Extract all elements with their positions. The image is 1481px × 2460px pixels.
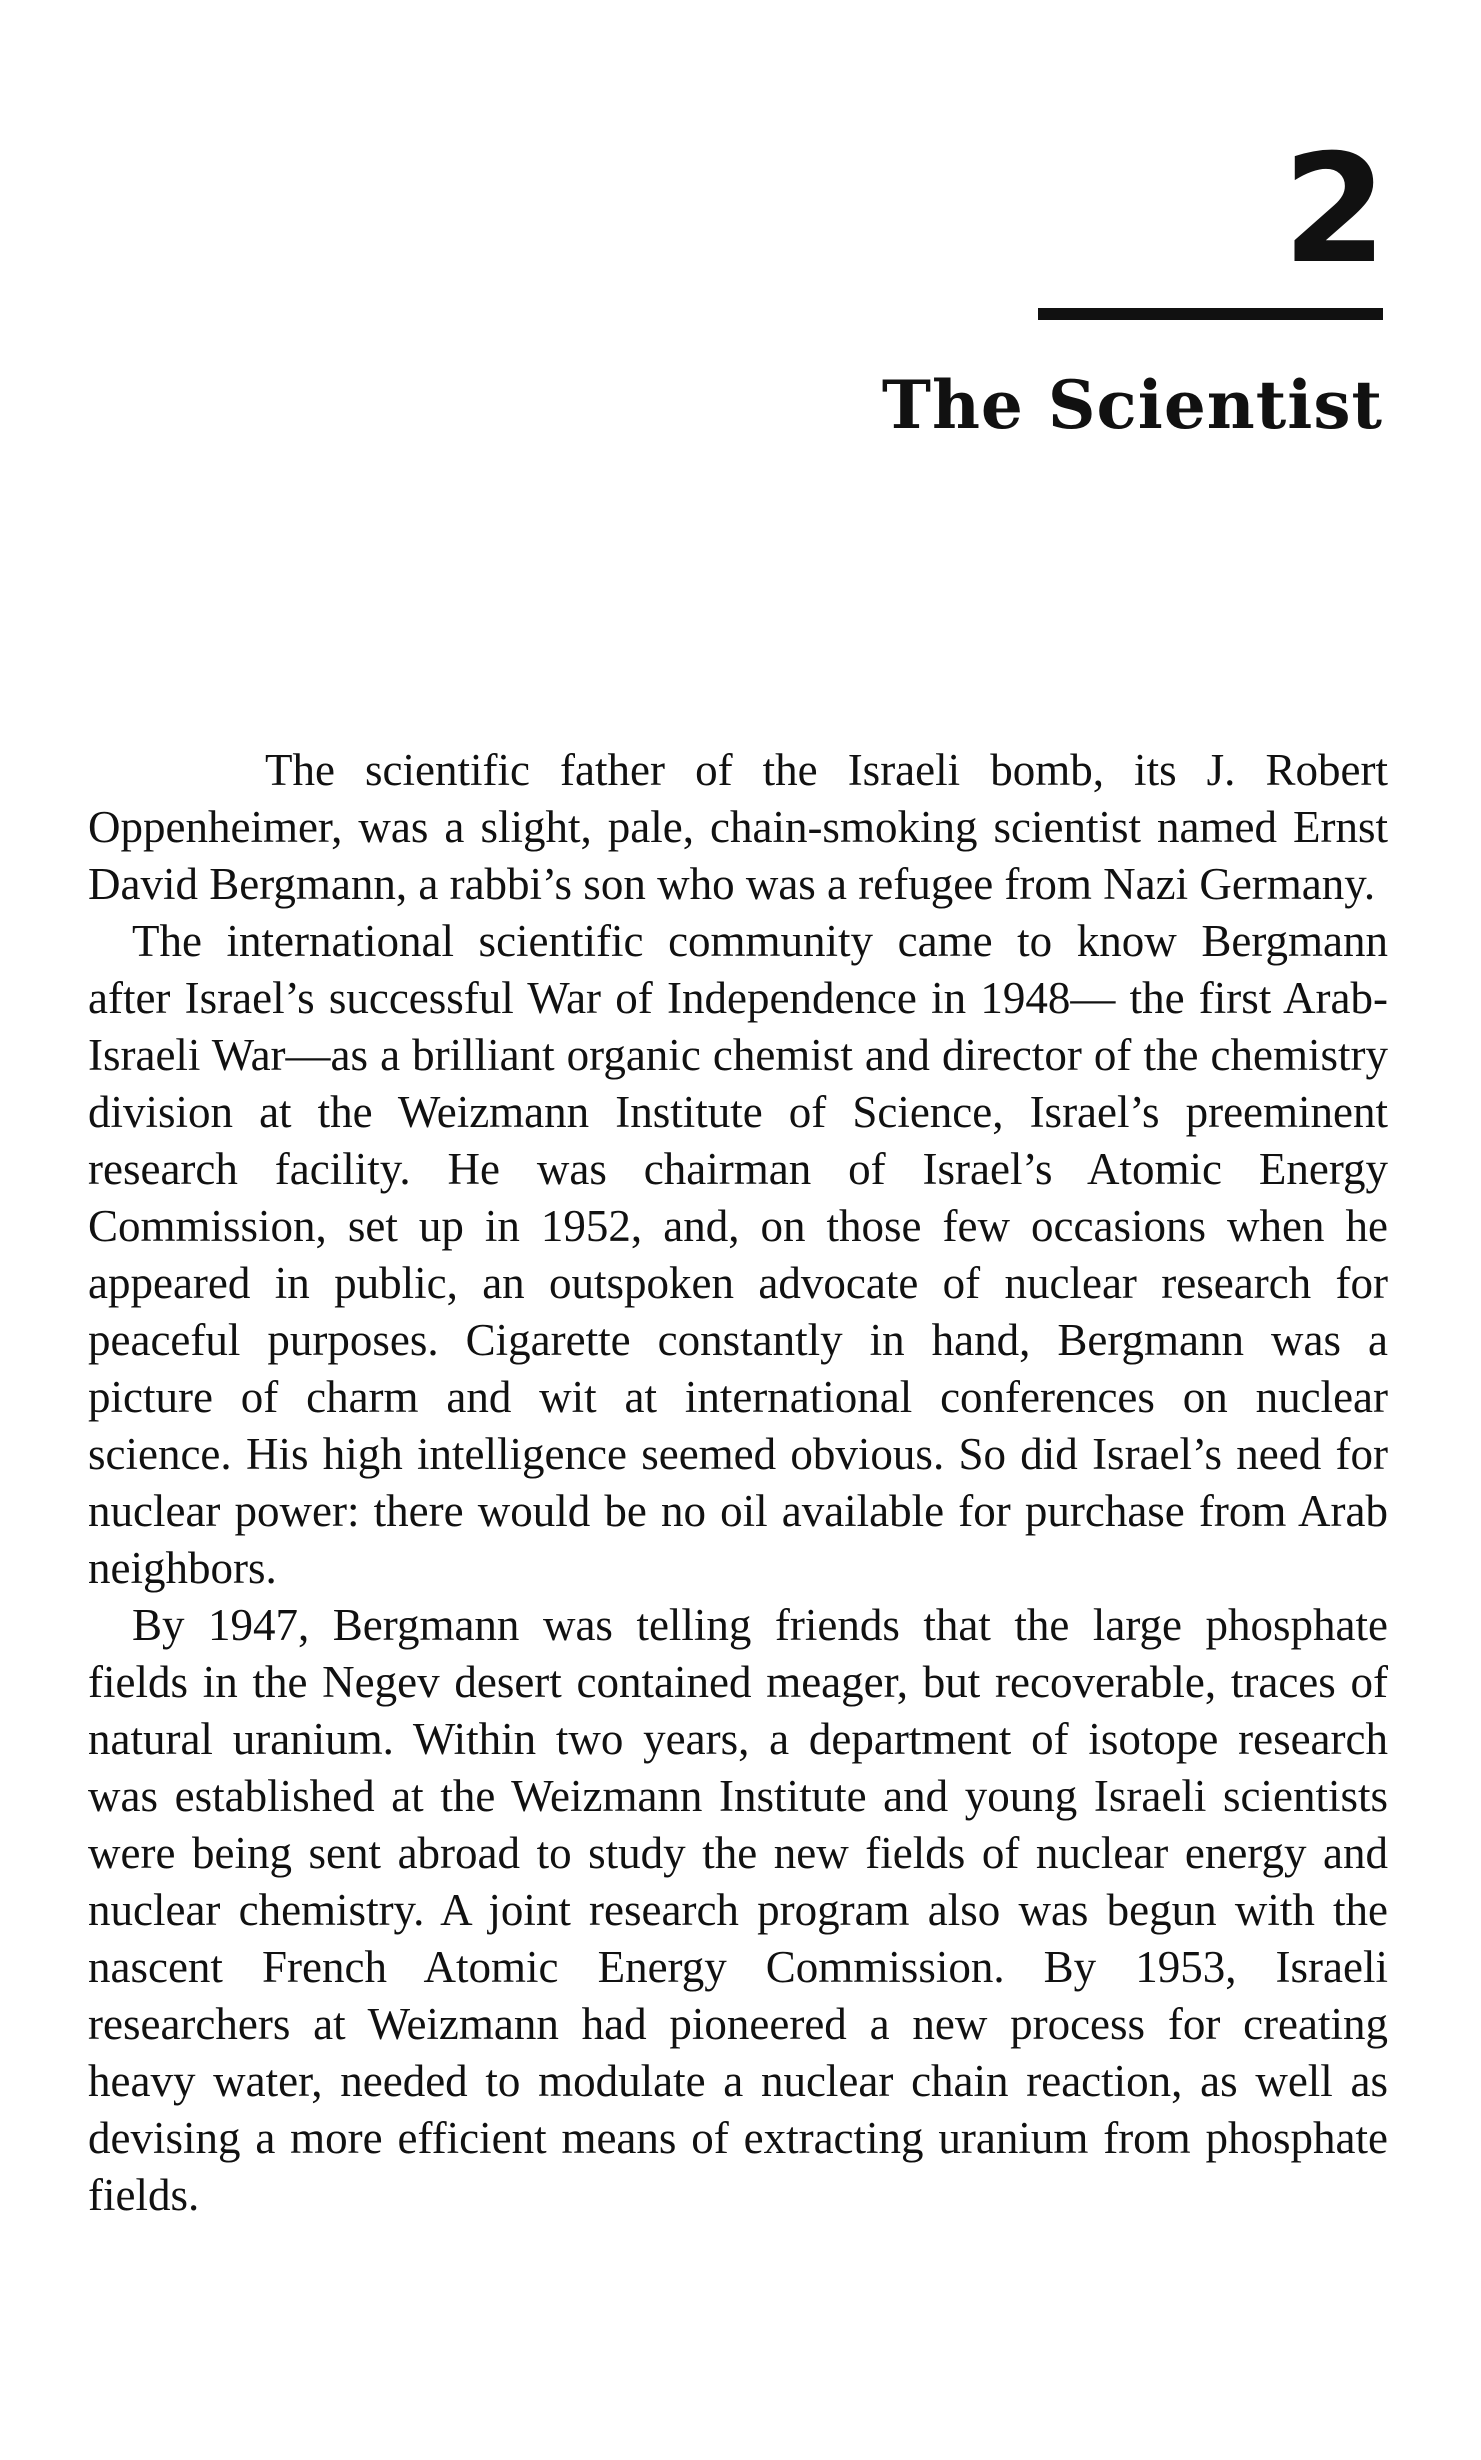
paragraph-2: The international scientific community came to know Bergmann after Israel’s successful War of Independence in 1948— the first Arab-Israeli War—as a brilliant organic chemist and director of the chemistry division at the Weizmann Institute of Science, Israel’s preeminent research facility. He was chairman of Israel’s Atomic Energy Commission, set up in 1952, and, on those few occasions when he appeared in public, an outspoken advocate of nuclear research for peaceful purposes. Cigarette constantly in hand, Bergmann was a picture of charm and wit at international conferences on nuclear science. His high intelligence seemed obvious. So did Israel’s need for nuclear power: there would be no oil available for purchase from Arab neighbors. bbox=[88, 916, 1388, 1593]
body-text bbox=[88, 742, 1388, 2224]
chapter-number: 2 bbox=[1282, 123, 1383, 297]
paragraph-3: By 1947, Bergmann was telling friends that the large phosphate fields in the Negev desert contained meager, but recoverable, traces of natural uranium. Within two years, a department of isotope research was established at the Weizmann Institute and young Israeli scientists were being sent abroad to study the new fields of nuclear energy and nuclear chemistry. A joint research program also was begun with the nascent French Atomic Energy Commission. By 1953, Israeli researchers at Weizmann had pioneered a new process for creating heavy water, needed to modulate a nuclear chain reaction, as well as devising a more efficient means of extracting uranium from phosphate fields. bbox=[88, 1600, 1388, 2220]
chapter-rule bbox=[1038, 308, 1383, 320]
paragraph-1: The scientific father of the Israeli bomb, its J. Robert Oppenheimer, was a slight, pale, chain-smoking scientist named Ernst David Bergmann, a rabbi’s son who was a refugee from Nazi Germany. bbox=[88, 745, 1388, 909]
chapter-title: The Scientist bbox=[881, 366, 1383, 444]
